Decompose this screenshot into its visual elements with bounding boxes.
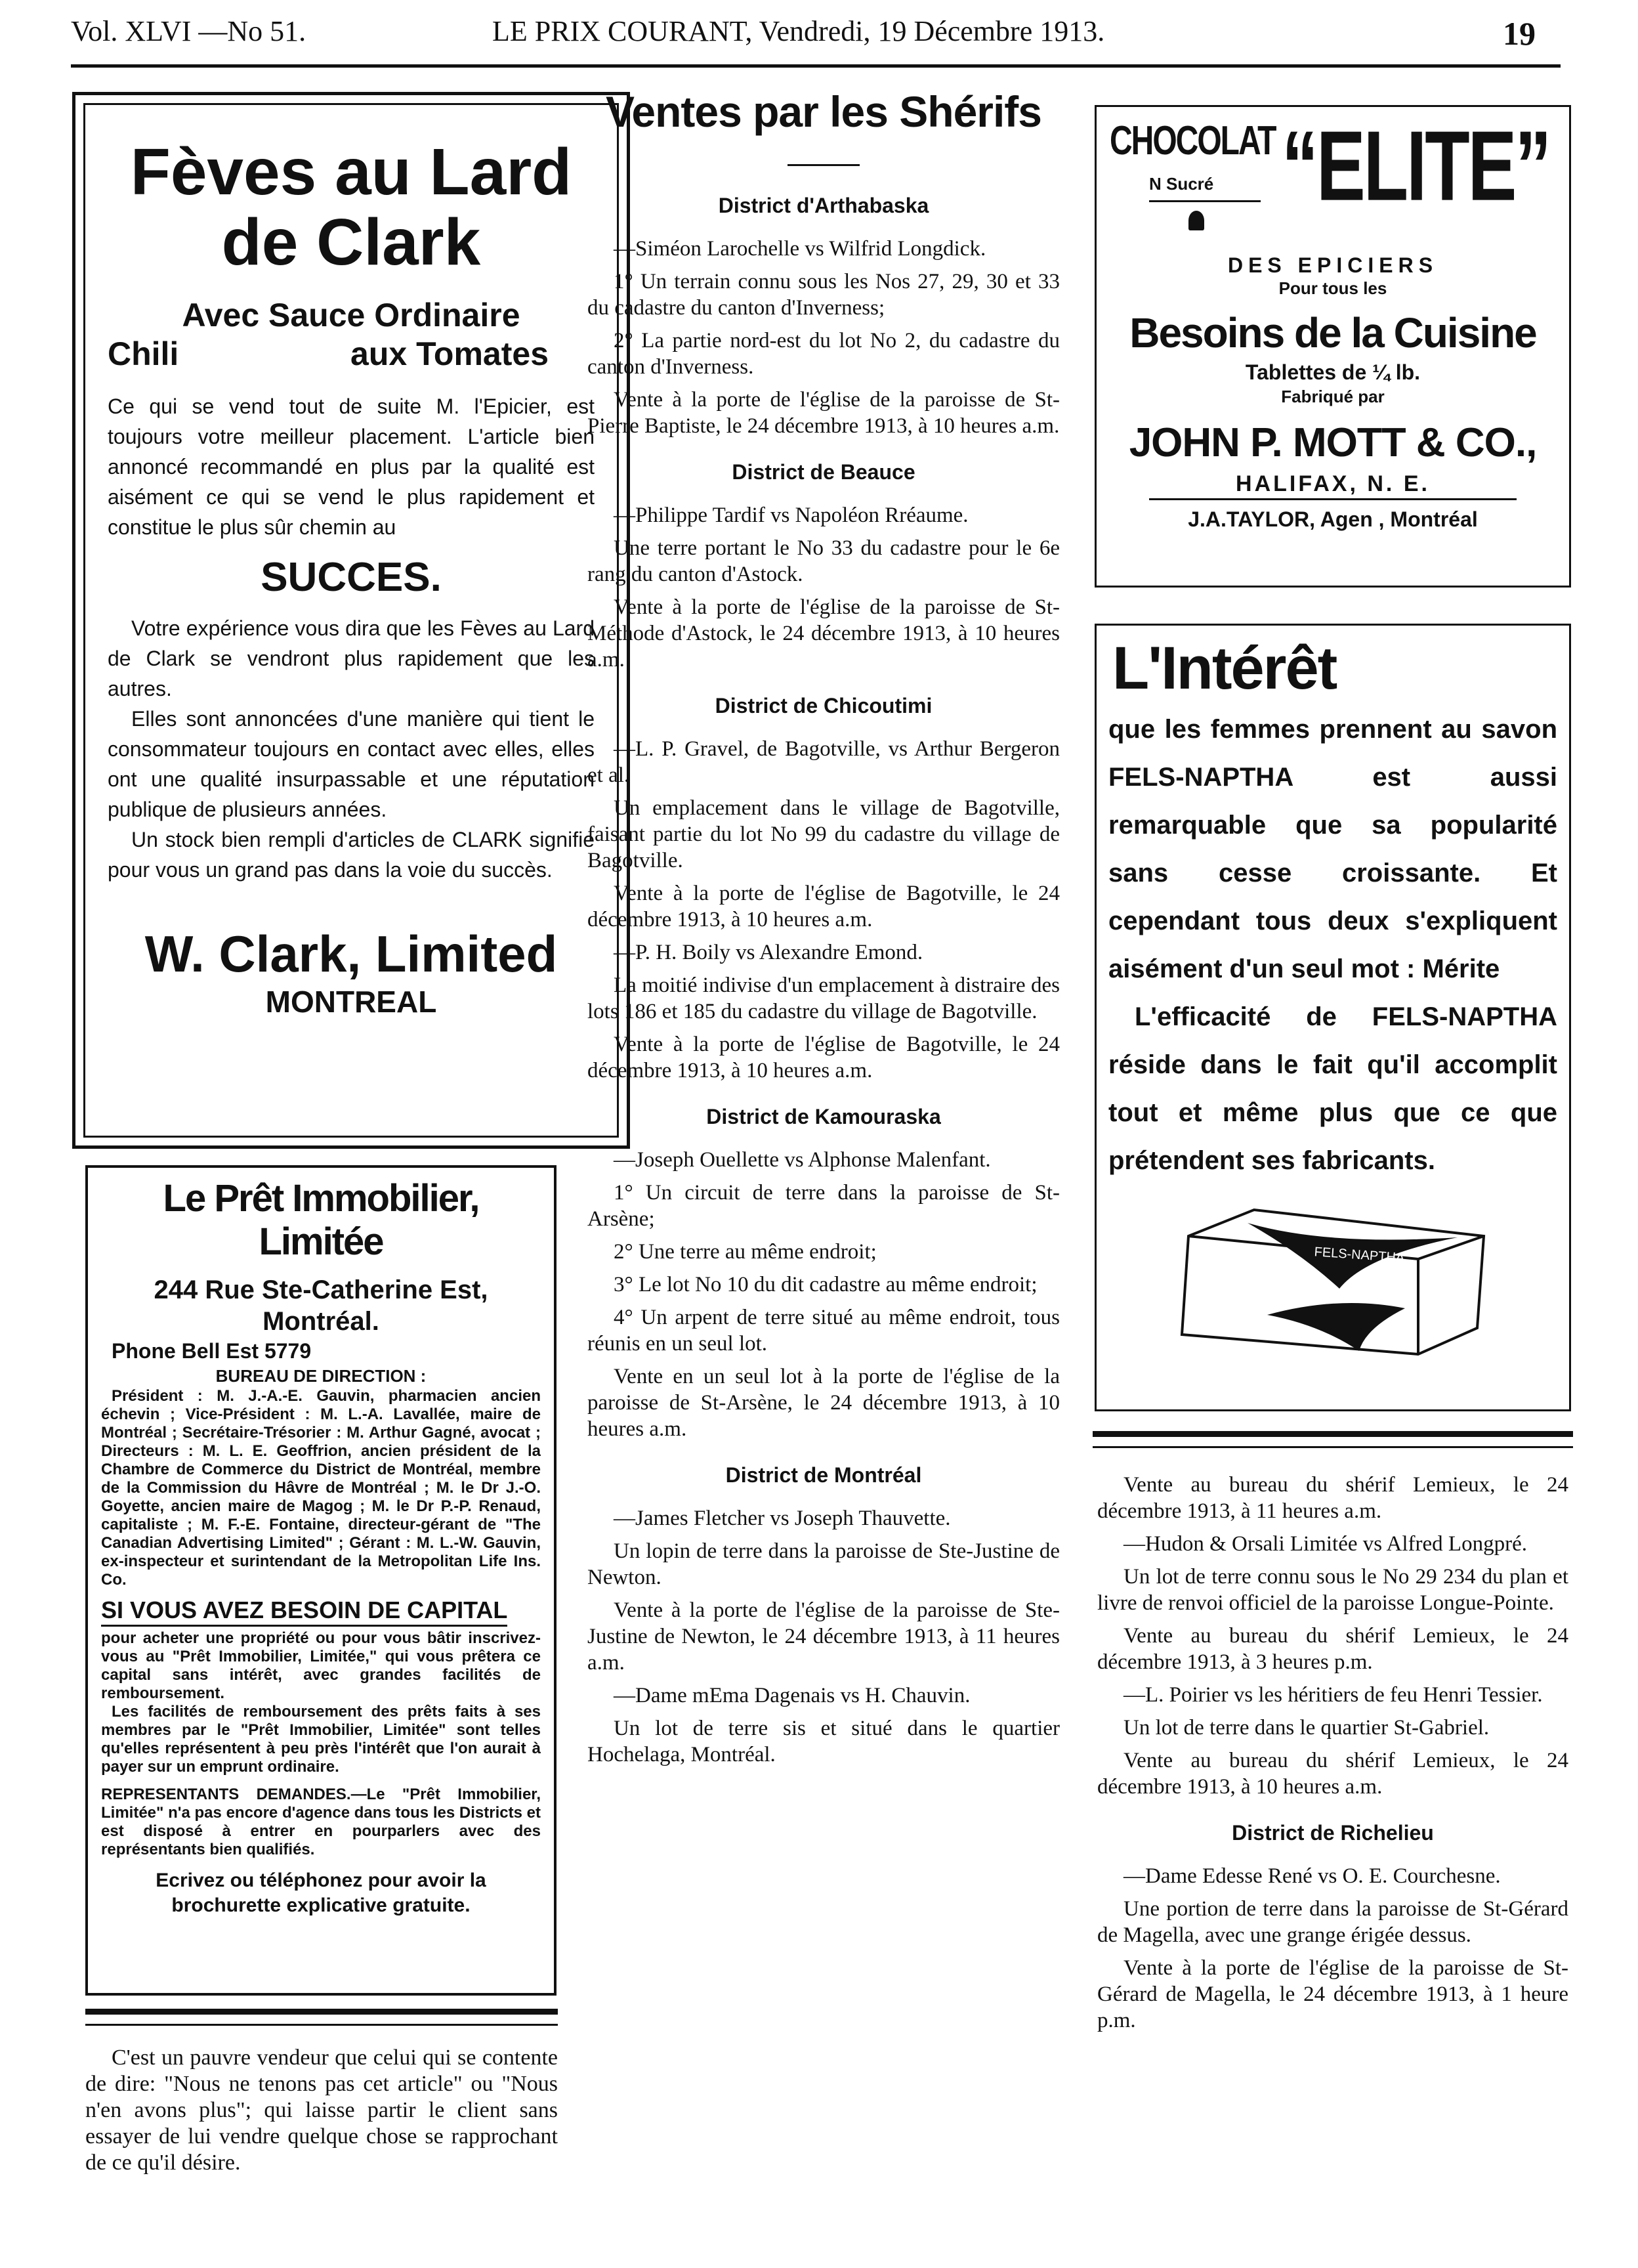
pret-address-1: 244 Rue Ste-Catherine Est, xyxy=(154,1275,488,1304)
kamouraska-p4: 4° Un arpent de terre situé au même endroit, tous réunis en un seul lot. xyxy=(587,1306,1060,1356)
montreal-case-2: —Dame mEma Dagenais vs H. Chauvin. xyxy=(614,1684,971,1707)
clark-title-1: Fèves au Lard xyxy=(130,135,572,209)
pret-facilities: Les facilités de remboursement des prêts faits à ses membres par le "Prêt Immobilier, Limitée" sont telles qu'elles représentent à peu près l'intérêt que l'on aurait à payer sur un emprunt ordinaire. xyxy=(101,1703,541,1776)
beauce-case: —Philippe Tardif vs Napoléon Rréaume. xyxy=(614,503,969,527)
chicoutimi-heading: District de Chicoutimi xyxy=(715,694,933,717)
pret-cta: Ecrivez ou téléphonez pour avoir la brochurette explicative gratuite. xyxy=(156,1870,486,1916)
chicoutimi-p4: Vente à la porte de l'église de Bagotville, le 24 décembre 1913, à 10 heures a.m. xyxy=(587,1033,1060,1082)
sherifs-column xyxy=(587,85,1060,1774)
montreal-heading: District de Montréal xyxy=(725,1463,922,1487)
fels-text-2: L'efficacité de FELS-NAPTHA réside dans le fait qu'il accomplit tout et même plus que ce que prétendent ses fabricants. xyxy=(1108,1002,1557,1175)
des-epiciers: DES EPICIERS xyxy=(1227,253,1438,277)
tablettes: Tablettes de ¼ lb. xyxy=(1245,360,1421,384)
clark-p1: Ce qui se vend tout de suite M. l'Epicier, est toujours votre meilleur placement. L'article bien annoncé recommandé en plus par la qualité est aisément ce qui se vend le plus rapidement et constitue le plus sûr chemin au xyxy=(108,395,595,539)
pret-bureau: BUREAU DE DIRECTION : xyxy=(215,1366,427,1386)
left-bottom-text: C'est un pauvre vendeur que celui qui se contente de dire: "Nous ne tenons pas cet article" ou "Nous n'en avons plus"; qui laisse partir le client sans essayer de lui vendre quelque chose se rapprochant de ce qu'il désire. xyxy=(85,2045,558,2175)
pret-capital-text: pour acheter une propriété ou pour vous bâtir inscrivez-vous au "Prêt Immobilier, Limitée," qui vous prêtera ce capital sans intérêt, avec grandes facilités de remboursement. xyxy=(101,1629,541,1702)
arthabaska-p3: Vente à la porte de l'église de la paroisse de St-Pierre Baptiste, le 24 décembre 1913, à 10 heures a.m. xyxy=(587,388,1060,438)
pret-reps: REPRESENTANTS DEMANDES.—Le "Prêt Immobilier, Limitée" n'a pas encore d'agence dans tous les Districts et est disposé à entrer en pourparlers avec des représentants bien qualifiés. xyxy=(101,1786,541,1858)
pret-title: Le Prêt Immobilier, Limitée xyxy=(163,1177,479,1263)
right-p4: Un lot de terre dans le quartier St-Gabriel. xyxy=(1124,1716,1490,1740)
arthabaska-case: —Siméon Larochelle vs Wilfrid Longdick. xyxy=(614,237,986,261)
clark-p3: Elles sont annoncées d'une manière qui tient le consommateur toujours en contact avec elles, elles ont une qualité insurpassable et une réputation publique de plusieurs années. xyxy=(108,707,595,821)
right-p1: Vente au bureau du shérif Lemieux, le 24 décembre 1913, à 11 heures a.m. xyxy=(1097,1473,1568,1523)
montreal-p3: Un lot de terre sis et situé dans le quartier Hochelaga, Montréal. xyxy=(587,1717,1060,1766)
chicoutimi-p2: Vente à la porte de l'église de Bagotville, le 24 décembre 1913, à 10 heures a.m. xyxy=(587,882,1060,931)
ja-taylor-agent: J.A.TAYLOR, Agen , Montréal xyxy=(1188,507,1478,531)
header-rule xyxy=(71,64,1561,68)
kamouraska-p1: 1° Un circuit de terre dans la paroisse de St-Arsène; xyxy=(587,1181,1060,1231)
right-case-2: —L. Poirier vs les héritiers de feu Henri Tessier. xyxy=(1124,1683,1543,1707)
pret-capital-heading: SI VOUS AVEZ BESOIN DE CAPITAL xyxy=(101,1596,507,1627)
montreal-p2: Vente à la porte de l'église de la paroisse de Ste-Justine de Newton, le 24 décembre 1913, à 11 heures a.m. xyxy=(587,1598,1060,1675)
montreal-case-1: —James Fletcher vs Joseph Thauvette. xyxy=(614,1507,951,1530)
richelieu-case: —Dame Edesse René vs O. E. Courchesne. xyxy=(1124,1864,1501,1888)
pret-address-2: Montréal. xyxy=(262,1307,379,1336)
arthabaska-heading: District d'Arthabaska xyxy=(718,194,929,217)
beauce-p1: Une terre portant le No 33 du cadastre pour le 6e rang du canton d'Astock. xyxy=(587,536,1060,586)
clark-company: W. Clark, Limited xyxy=(144,925,558,983)
left-column-rule xyxy=(85,2009,558,2026)
chicoutimi-p3: La moitié indivise d'un emplacement à distraire des lots 186 et 185 du cadastre du village de Bagotville. xyxy=(587,974,1060,1023)
elite-chocolat-ad xyxy=(1095,105,1571,588)
pret-immobilier-ad xyxy=(85,1165,556,1996)
header-volume: Vol. XLVI —No 51. xyxy=(71,15,306,47)
chocolat-rule xyxy=(1149,200,1261,202)
interet-title: L'Intérêt xyxy=(1112,635,1337,702)
clark-sub-chili: Chili xyxy=(108,335,179,372)
richelieu-heading: District de Richelieu xyxy=(1232,1821,1434,1845)
right-column-text xyxy=(1097,1472,1568,2040)
fabrique-par: Fabriqué par xyxy=(1281,387,1385,406)
elite-label: “ELITE” xyxy=(1282,110,1550,221)
non-sucre-label: N Sucré xyxy=(1149,174,1214,194)
soap-bar-icon xyxy=(1169,1197,1497,1367)
chocolat-label: CHOCOLAT xyxy=(1110,118,1276,164)
right-column-rule xyxy=(1093,1431,1573,1448)
montreal-p1: Un lopin de terre dans la paroisse de Ste-Justine de Newton. xyxy=(587,1539,1060,1589)
sherifs-title: Ventes par les Shérifs xyxy=(605,87,1041,136)
right-p2: Un lot de terre connu sous le No 29 234 du plan et livre de renvoi officiel de la paroisse Longue-Pointe. xyxy=(1097,1565,1568,1615)
clark-ad xyxy=(72,92,630,1149)
richelieu-p2: Vente à la porte de l'église de la paroisse de St-Gérard de Magella, le 24 décembre 1913, à 1 heure p.m. xyxy=(1097,1956,1568,2032)
page-number: 19 xyxy=(1503,15,1536,52)
clark-p4: Un stock bien rempli d'articles de CLARK signifie pour vous un grand pas dans la voie du succès. xyxy=(108,828,595,882)
clark-p2: Votre expérience vous dira que les Fèves au Lard de Clark se vendront plus rapidement que les autres. xyxy=(108,616,595,700)
clark-sub-tomates: aux Tomates xyxy=(350,335,549,372)
clark-city: MONTREAL xyxy=(265,985,437,1019)
richelieu-p1: Une portion de terre dans la paroisse de St-Gérard de Magella, avec une grange érigée dessus. xyxy=(1097,1897,1568,1947)
right-case-1: —Hudon & Orsali Limitée vs Alfred Longpré. xyxy=(1124,1532,1527,1556)
beauce-heading: District de Beauce xyxy=(732,460,915,484)
beauce-p2: Vente à la porte de l'église de la paroisse de St-Méthode d'Astock, le 24 décembre 1913, à 10 heures a.m. xyxy=(587,595,1060,672)
arthabaska-p1: 1° Un terrain connu sous les Nos 27, 29, 30 et 33 du cadastre du canton d'Inverness; xyxy=(587,270,1060,320)
fels-text-1: que les femmes prennent au savon FELS-NAPTHA est aussi remarquable que sa popularité sans cesse croissante. Et cependant tous deux s'expliquent aisément d'un seul mot : Mérite xyxy=(1108,715,1557,983)
right-p5: Vente au bureau du shérif Lemieux, le 24 décembre 1913, à 10 heures a.m. xyxy=(1097,1749,1568,1799)
kamouraska-case: —Joseph Ouellette vs Alphonse Malenfant. xyxy=(614,1148,991,1172)
chicoutimi-case-1: —L. P. Gravel, de Bagotville, vs Arthur Bergeron et al. xyxy=(587,737,1060,787)
john-p-mott: JOHN P. MOTT & CO., xyxy=(1129,420,1537,465)
fels-naptha-ad xyxy=(1095,624,1571,1411)
kamouraska-p5: Vente en un seul lot à la porte de l'église de la paroisse de St-Arsène, le 24 décembre 1913, à 10 heures a.m. xyxy=(587,1365,1060,1441)
arthabaska-p2: 2° La partie nord-est du lot No 2, du cadastre du canton d'Inverness. xyxy=(587,329,1060,379)
clark-succes: SUCCES. xyxy=(261,555,442,600)
besoins-cuisine: Besoins de la Cuisine xyxy=(1129,309,1536,356)
fleur-icon xyxy=(1188,211,1204,230)
header-title: LE PRIX COURANT, Vendredi, 19 Décembre 1913. xyxy=(492,15,1105,47)
pour-tous-les: Pour tous les xyxy=(1278,278,1387,298)
soap-label: FELS-NAPTHA xyxy=(1313,1245,1405,1266)
right-p3: Vente au bureau du shérif Lemieux, le 24 décembre 1913, à 3 heures p.m. xyxy=(1097,1624,1568,1674)
clark-sub-1: Avec Sauce Ordinaire xyxy=(182,297,520,333)
chicoutimi-case-2: —P. H. Boily vs Alexandre Emond. xyxy=(614,941,923,964)
kamouraska-p2: 2° Une terre au même endroit; xyxy=(614,1240,877,1264)
pret-directors: Président : M. J.-A.-E. Gauvin, pharmacien ancien échevin ; Vice-Président : M. L.-A. Lavallée, maire de Montréal ; Secrétaire-Trésorier : M. Arthur Gagné, avocat ; Directeurs : M. L. E. Geoffrion, ancien président de la Chambre de Commerce du District de Montréal, membre de la Commission du Hâvre de Montréal ; M. le Dr J.-O. Goyette, ancien maire de Magog ; M. le Dr P.-P. Renaud, capitaliste ; M. F.-E. Fontaine, directeur-gérant de "The Canadian Advertising Limited" ; Gérant : M. L.-W. Gauvin, ex-inspecteur et surintendant de la Metropolitan Life Ins. Co. xyxy=(101,1387,541,1589)
pret-phone: Phone Bell Est 5779 xyxy=(112,1339,312,1363)
kamouraska-heading: District de Kamouraska xyxy=(706,1105,941,1128)
title-rule xyxy=(788,164,860,166)
kamouraska-p3: 3° Le lot No 10 du dit cadastre au même endroit; xyxy=(614,1273,1038,1296)
halifax: HALIFAX, N. E. xyxy=(1149,469,1517,500)
clark-title-2: de Clark xyxy=(221,205,481,279)
chicoutimi-p1: Un emplacement dans le village de Bagotville, faisant partie du lot No 99 du cadastre du village de Bagotville. xyxy=(587,796,1060,872)
